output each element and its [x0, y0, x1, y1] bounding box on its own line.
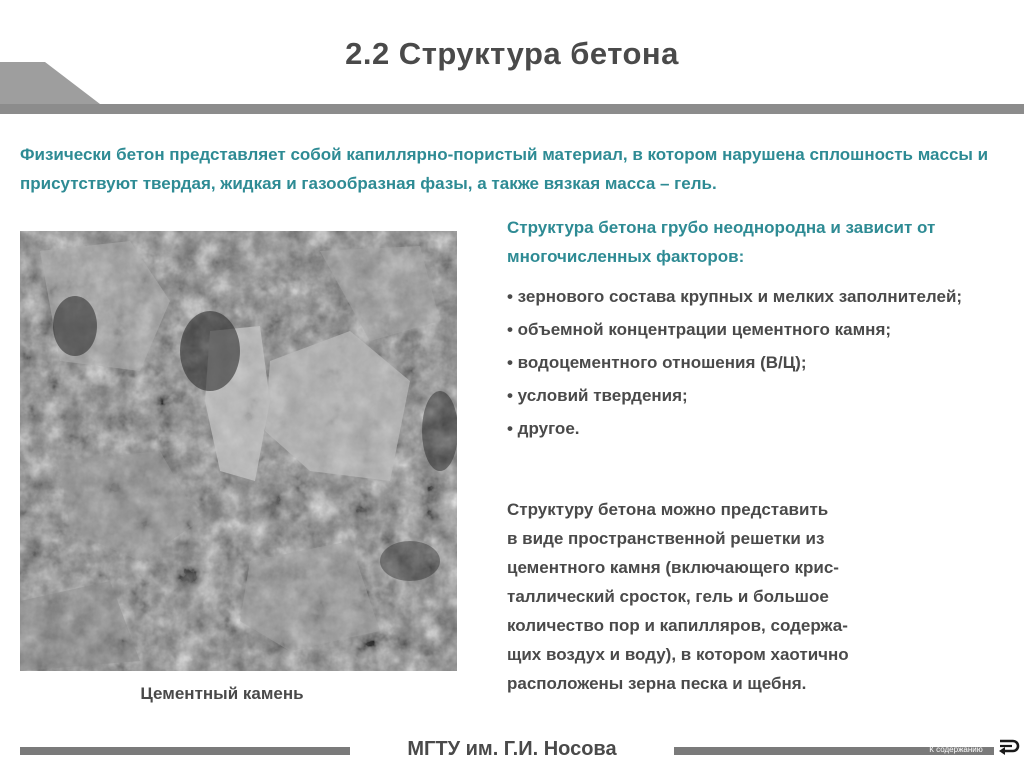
photo-caption: Цементный камень — [140, 684, 304, 703]
return-arrow-icon[interactable] — [996, 734, 1022, 758]
header-divider — [95, 104, 1024, 114]
footer-divider-left — [20, 747, 350, 755]
toc-link[interactable]: К содержанию — [929, 745, 983, 754]
structure-paragraph: Структуру бетона можно представить в виде пространственной решетки из цементного камня (включающего крис- таллический сросток, гель и большое количество пор и капилляров, содержа- щих воздух и воду), в котором хаотично расположены зерна песка и щебня. — [507, 500, 849, 693]
list-item: • водоцементного отношения (В/Ц); — [507, 353, 807, 372]
list-item: • условий твердения; — [507, 386, 688, 405]
list-item: • объемной концентрации цементного камня; — [507, 320, 892, 339]
list-item: • другое. — [507, 419, 580, 438]
header-decor-base — [0, 104, 100, 114]
factors-list — [507, 280, 1007, 445]
intro-paragraph: Физически бетон представляет собой капиллярно-пористый материал, в котором нарушена сплошность массы и присутствуют твердая, жидкая и газообразная фазы, а также вязкая масса – гель. — [20, 145, 989, 193]
footer-institution: МГТУ им. Г.И. Носова — [407, 738, 617, 760]
cement-stone-photo — [20, 231, 457, 671]
page-title: 2.2 Структура бетона — [345, 36, 679, 71]
factors-heading: Структура бетона грубо неоднородна и зависит от многочисленных факторов: — [507, 218, 936, 266]
list-item: • зернового состава крупных и мелких заполнителей; — [507, 287, 963, 306]
